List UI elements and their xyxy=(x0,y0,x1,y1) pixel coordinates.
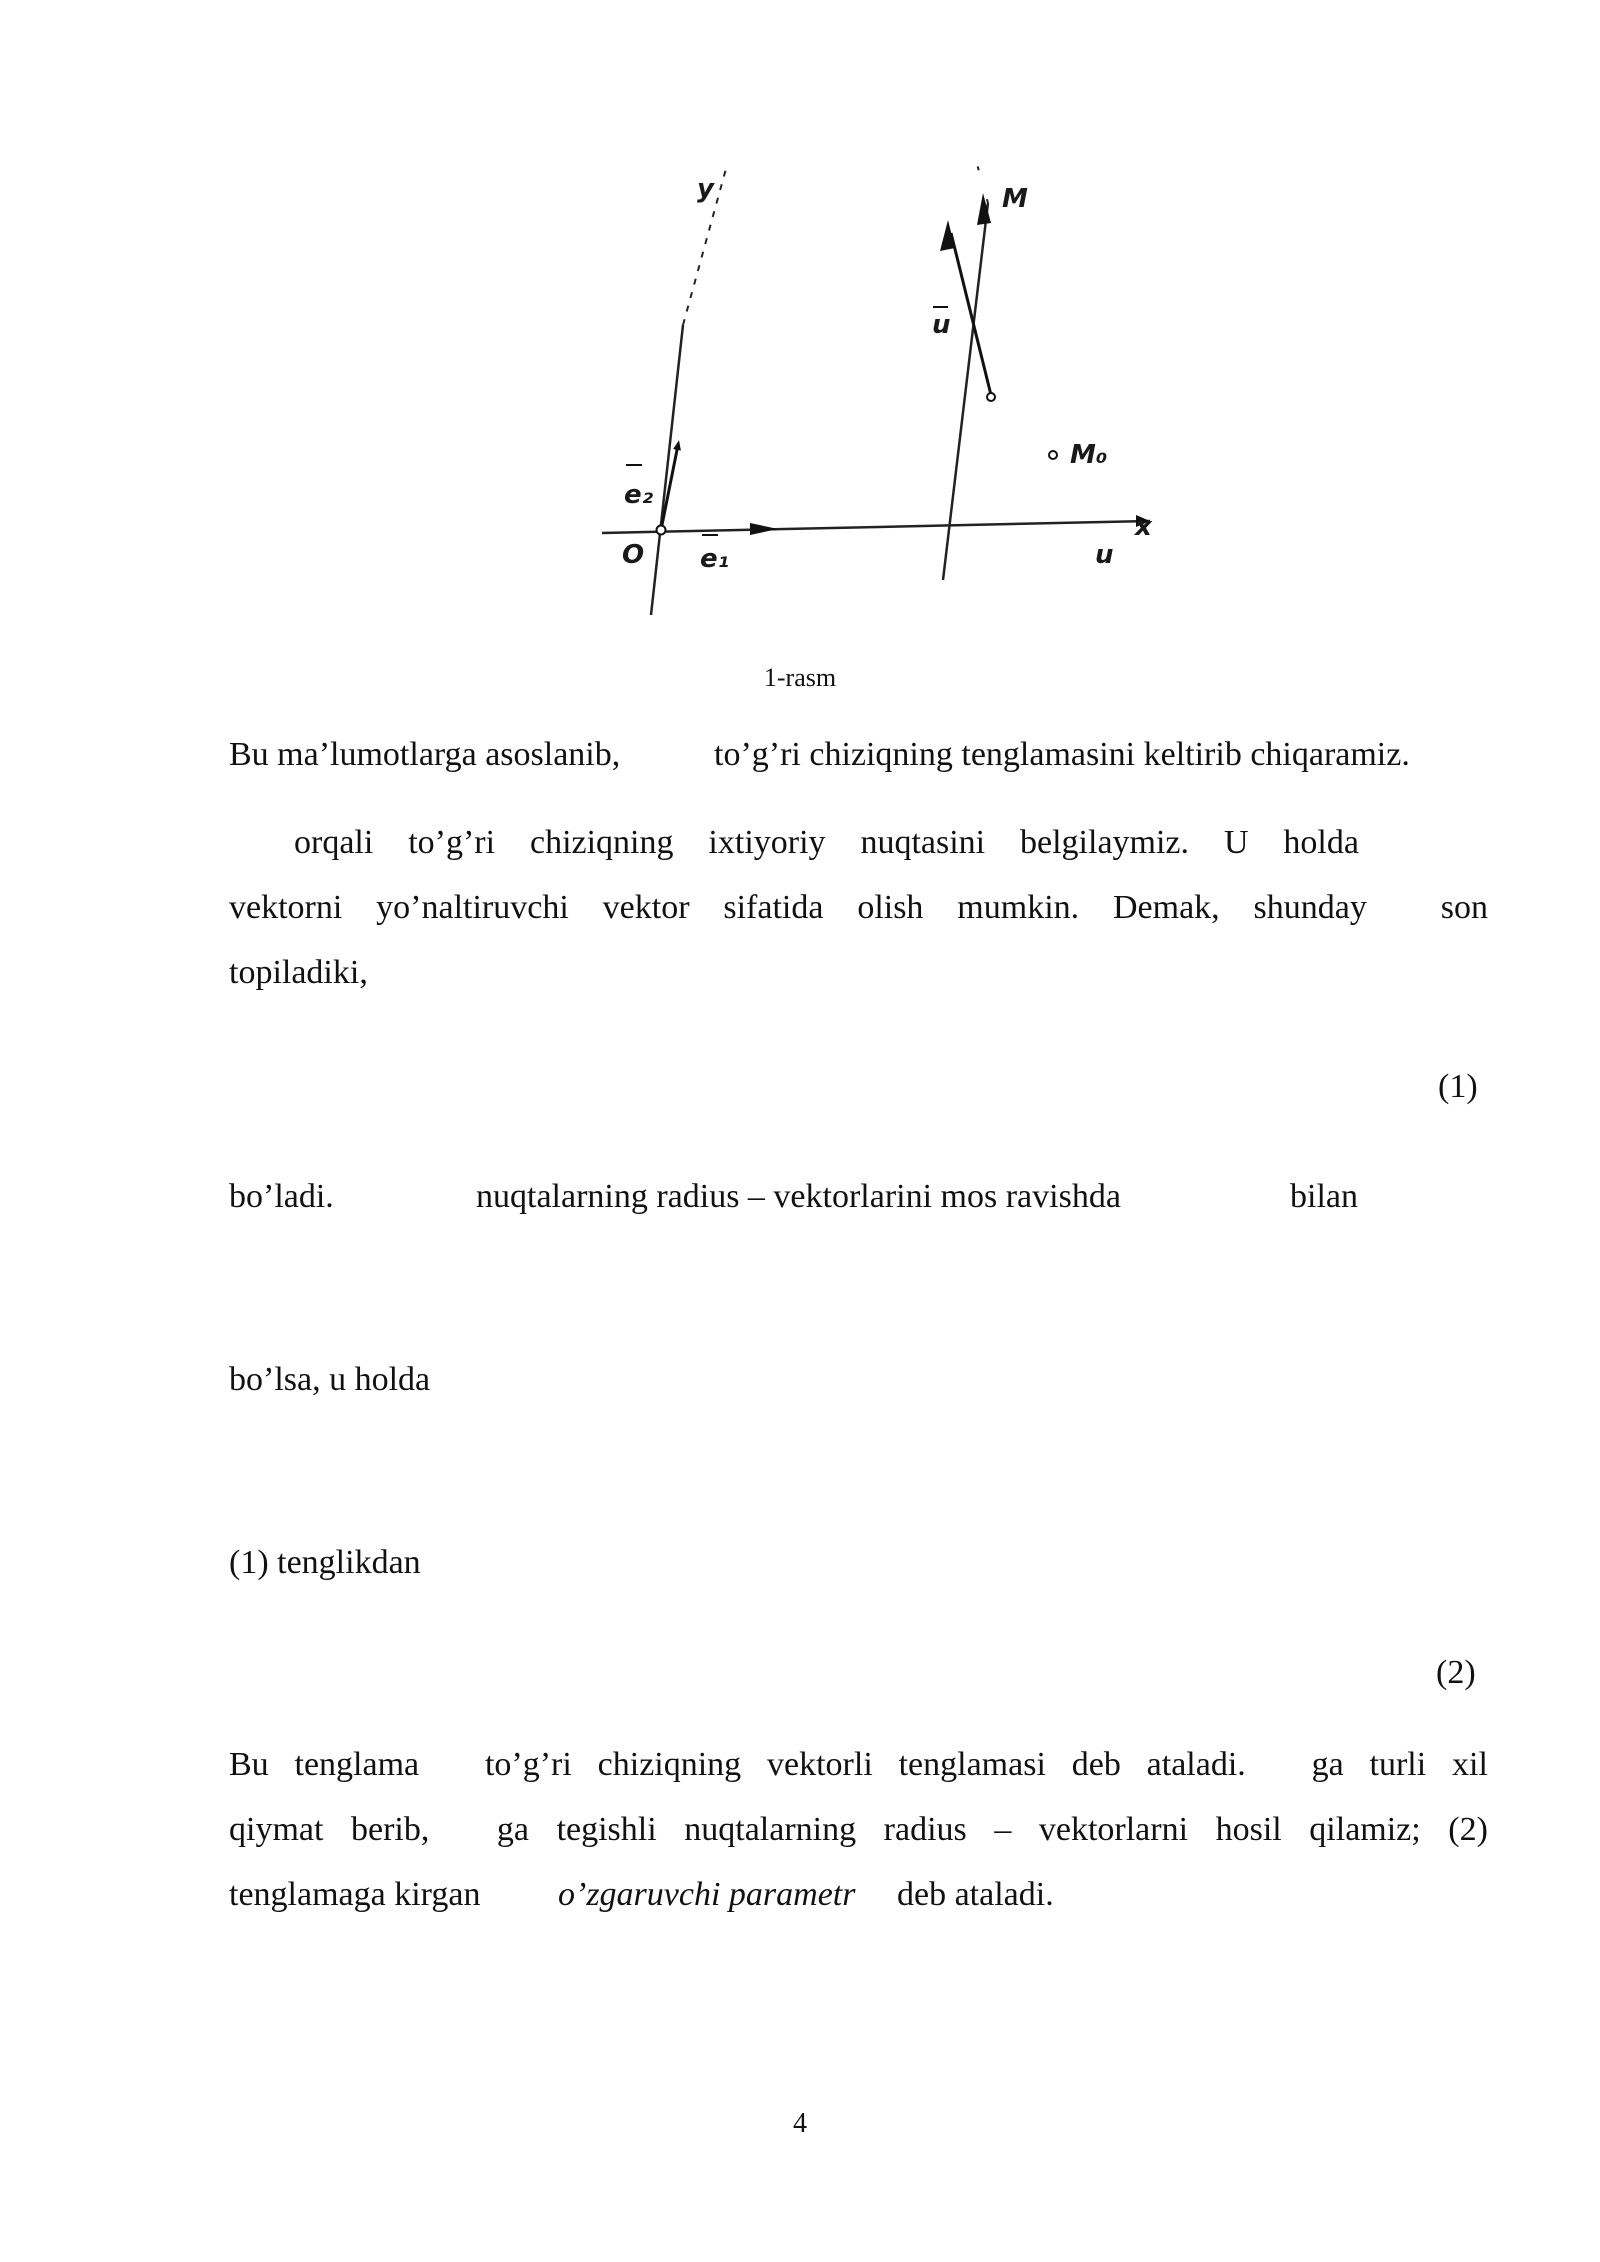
label-y: y xyxy=(697,174,714,204)
word: chiziqning xyxy=(597,1746,742,1783)
word: vektorli xyxy=(767,1746,873,1783)
point-m-arrow xyxy=(977,193,991,225)
e1-vector-arrow xyxy=(750,523,778,535)
word: (2) xyxy=(1448,1811,1488,1848)
word: berib, xyxy=(351,1811,430,1848)
label-origin: O xyxy=(622,540,645,570)
line-7: (1) tenglikdan xyxy=(229,1544,421,1581)
label-e1: e₁ xyxy=(700,544,730,574)
word: to’g’ri xyxy=(484,1746,572,1783)
line-u-extension xyxy=(973,150,988,203)
x-axis xyxy=(602,521,1150,533)
paragraph-line-2 xyxy=(294,826,1359,860)
word: U xyxy=(1223,824,1249,861)
word: orqali xyxy=(294,824,374,861)
word: tenglama xyxy=(294,1746,420,1783)
label-line-u: u xyxy=(1095,540,1114,570)
word: mumkin. xyxy=(957,889,1080,926)
line-10-part-a: tenglamaga kirgan xyxy=(229,1876,481,1913)
word: nuqtalarning xyxy=(684,1811,857,1848)
label-vector-u: u xyxy=(932,310,951,340)
word: – xyxy=(994,1811,1012,1848)
word: nuqtasini xyxy=(860,824,986,861)
word: tenglamasi xyxy=(898,1746,1046,1783)
line-4: topiladiki, xyxy=(229,954,368,991)
line-1-part-b: to’g’ri chiziqning tenglamasini keltirib chiqaramiz. xyxy=(714,736,1410,773)
word: olish xyxy=(857,889,924,926)
word: radius xyxy=(883,1811,967,1848)
word: shunday xyxy=(1253,889,1367,926)
word: Demak, xyxy=(1113,889,1220,926)
word: sifatida xyxy=(723,889,824,926)
word: Bu xyxy=(229,1746,269,1783)
word: to’g’ri xyxy=(408,824,496,861)
label-m: M xyxy=(1002,184,1028,214)
paragraph-line-9 xyxy=(229,1813,1488,1847)
label-e2: e₂ xyxy=(624,480,654,510)
word: qiymat xyxy=(229,1811,324,1848)
word: ga xyxy=(1311,1746,1344,1783)
word: vektorlarni xyxy=(1038,1811,1189,1848)
label-m0: M₀ xyxy=(1070,440,1108,470)
word: holda xyxy=(1283,824,1359,861)
word: tegishli xyxy=(556,1811,657,1848)
word: xil xyxy=(1452,1746,1488,1783)
paragraph-line-8 xyxy=(229,1748,1488,1782)
line-10-italic-term: o’zgaruvchi parametr xyxy=(558,1876,856,1913)
paragraph-line-3 xyxy=(229,891,1488,925)
word: chiziqning xyxy=(529,824,674,861)
figure-caption: 1-rasm xyxy=(763,663,837,692)
direction-vector-u xyxy=(951,233,991,395)
line-5-part-a: bo’ladi. xyxy=(229,1178,334,1215)
origin-point xyxy=(657,526,666,535)
equation-number-2: (2) xyxy=(1436,1654,1476,1691)
figure-line-diagram xyxy=(580,145,1180,630)
word: ataladi. xyxy=(1146,1746,1246,1783)
word: vektor xyxy=(602,889,690,926)
word: son xyxy=(1440,889,1488,926)
point-m0 xyxy=(1049,451,1057,459)
equation-number-1: (1) xyxy=(1438,1068,1478,1105)
word: yo’naltiruvchi xyxy=(376,889,569,926)
word: qilamiz; xyxy=(1309,1811,1421,1848)
page-number: 4 xyxy=(793,2108,807,2139)
direction-vector-u-tail xyxy=(987,393,995,401)
word: ga xyxy=(496,1811,530,1848)
label-x: x xyxy=(1135,512,1152,542)
word: ixtiyoriy xyxy=(708,824,826,861)
line-1-part-a: Bu ma’lumotlarga asoslanib, xyxy=(229,736,621,773)
word: belgilaymiz. xyxy=(1020,824,1190,861)
word: turli xyxy=(1369,1746,1427,1783)
line-5-part-c: bilan xyxy=(1290,1178,1358,1215)
word: vektorni xyxy=(229,889,343,926)
word: deb xyxy=(1071,1746,1121,1783)
y-axis-solid xyxy=(651,325,683,615)
line-10-part-c: deb ataladi. xyxy=(897,1876,1054,1913)
line-diagram-svg xyxy=(580,145,1180,630)
word: hosil xyxy=(1215,1811,1282,1848)
line-6: bo’lsa, u holda xyxy=(229,1361,431,1398)
line-5-part-b: nuqtalarning radius – vektorlarini mos ravishda xyxy=(476,1178,1121,1215)
